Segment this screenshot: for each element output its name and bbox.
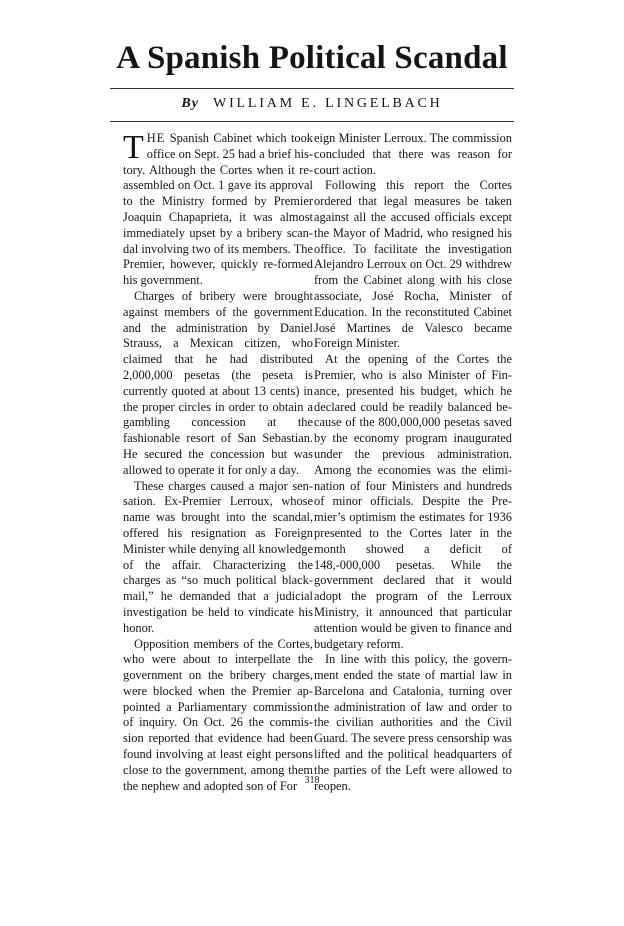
paragraph: These charges caused a major sensation. Ex-Premier Lerroux, whose name was brought into the scandal, offered his resignation as Foreign Minister while denying all knowledge of the affair. Characterizing the charges as “so much political blackmail,” he demanded that a judicial investigation be held to vindicate his honor. <box>123 478 313 635</box>
title-rule-bottom <box>110 121 514 122</box>
paragraph: Following this report the Cortes ordered that legal measures be taken against all the accused officials except the Mayor of Madrid, who resigned his office. To facilitate the investigation Alejandro Lerroux on Oct. 29 withdrew from the Cabinet along with his close associate, José Rocha, Minister of Education. In the reconstituted Cabinet José Martines de Valesco became Foreign Minister. <box>314 178 512 351</box>
paragraph-text: Spanish Cabinet which took office on Sept. 25 had a brief history. Although the Cortes when it reassembled on Oct. 1 gave its approval to the Ministry formed by Premier Joaquin Chapaprieta, it was almost immediately upset by a bribery scandal involving two of its members. The Premier, however, quickly re-formed his government. <box>123 131 313 288</box>
first-word-rest: HE <box>146 131 166 145</box>
article-title: A Spanish Political Scandal <box>116 40 508 76</box>
title-rule-top <box>110 88 514 89</box>
byline <box>0 95 624 113</box>
left-column <box>123 131 313 794</box>
byline-prefix: By <box>181 96 199 111</box>
paragraph: At the opening of the Cortes the Premier, who is also Minister of Finance, presented his budget, which he declared could be readily balanced because of the 800,000,000 pesetas saved by the economy program inaugurated under the previous administration. Among the economies was the elimination of four Ministers and hundreds of minor officials. Despite the Premier’s optimism the estimates for 1936 presented to the Cortes later in the month showed a deficit of 148,-000,000 pesetas. While the government declared that it would adopt the program of the Lerroux Ministry, it announced that particular attention would be given to finance and budgetary reform. <box>314 352 512 651</box>
right-column <box>314 131 512 794</box>
paragraph: eign Minister Lerroux. The commission concluded that there was reason for court action. <box>314 131 512 177</box>
paragraph: In line with this policy, the government ended the state of martial law in Barcelona and Catalonia, turning over the administration of law and order to the civilian authorities and the Civil Guard. The severe press censorship was lifted and the political headquarters of the parties of the Left were allowed to reopen. <box>314 652 512 793</box>
paragraph: Charges of bribery were brought against members of the government and the administration by Daniel Strauss, a Mexican citizen, who claimed that he had distributed 2,000,000 pesetas (the peseta is currently quoted at about 13 cents) in the proper circles in order to obtain a gambling concession at the fashionable resort of San Sebastian. He secured the concession but was allowed to operate it for only a day. <box>123 288 313 477</box>
page-number: 318 <box>304 775 320 786</box>
drop-cap: T <box>123 129 144 166</box>
author-name: WILLIAM E. LINGELBACH <box>213 96 443 111</box>
paragraph: Opposition members of the Cortes, who were about to interpellate the government on the bribery charges, were blocked when the Premier appointed a Parliamentary commission of inquiry. On Oct. 26 the commission reported that evidence had been found involving at least eight persons close to the government, among them the nephew and adopted son of For <box>123 636 313 793</box>
paragraph <box>123 131 313 289</box>
